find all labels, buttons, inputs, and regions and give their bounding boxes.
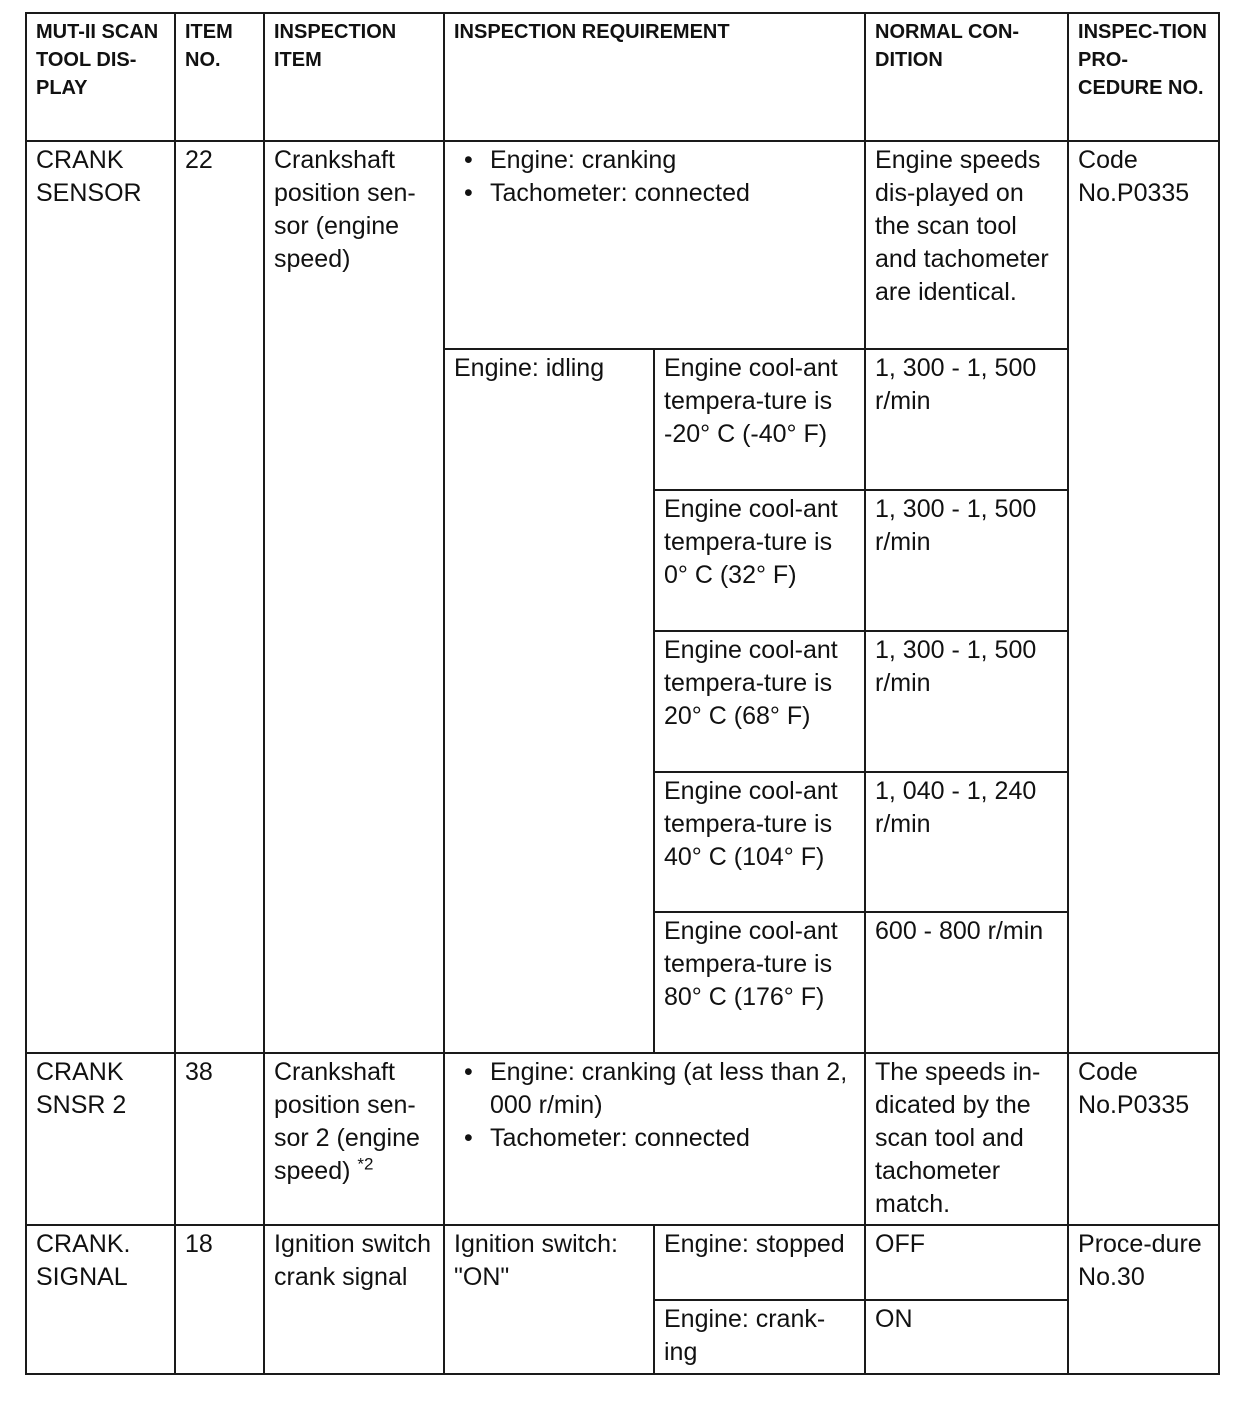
header-requirement: INSPECTION REQUIREMENT	[444, 13, 865, 141]
engine-state-cell: Engine: crank-ing	[654, 1300, 865, 1374]
display-cell: CRANK SENSOR	[26, 141, 175, 1053]
coolant-temp-cell: Engine cool-ant tempera-ture is 80° C (176° F)	[654, 912, 865, 1053]
header-normal-condition: NORMAL CON-DITION	[865, 13, 1068, 141]
engine-state-cell: Engine: stopped	[654, 1225, 865, 1300]
procedure-cell: Proce-dure No.30	[1068, 1225, 1219, 1374]
requirement-bullet: • Engine: cranking (at less than 2, 000 r/min)	[464, 1056, 856, 1122]
header-inspection-item: INSPECTION ITEM	[264, 13, 444, 141]
header-row	[26, 13, 1219, 141]
header-procedure-no: INSPEC-TION PRO-CEDURE NO.	[1068, 13, 1219, 141]
table-row	[26, 141, 1219, 349]
requirement-bullet: • Tachometer: connected	[464, 177, 856, 210]
requirement-cell	[444, 1053, 865, 1225]
requirement-bullet: • Tachometer: connected	[464, 1122, 856, 1155]
item-no-cell: 18	[175, 1225, 264, 1374]
table-row	[26, 1053, 1219, 1225]
rpm-cell: 1, 300 - 1, 500 r/min	[865, 349, 1068, 490]
item-no-cell: 22	[175, 141, 264, 1053]
inspection-table	[25, 12, 1220, 1375]
normal-condition-cell: ON	[865, 1300, 1068, 1374]
rpm-cell: 1, 040 - 1, 240 r/min	[865, 772, 1068, 912]
coolant-temp-cell: Engine cool-ant tempera-ture is -20° C (-40° F)	[654, 349, 865, 490]
procedure-cell: Code No.P0335	[1068, 1053, 1219, 1225]
coolant-temp-cell: Engine cool-ant tempera-ture is 0° C (32° F)	[654, 490, 865, 631]
footnote-mark: *2	[357, 1154, 374, 1174]
ignition-condition-cell: Ignition switch: "ON"	[444, 1225, 654, 1374]
requirement-cell	[444, 141, 865, 349]
coolant-temp-cell: Engine cool-ant tempera-ture is 20° C (68° F)	[654, 631, 865, 772]
coolant-temp-cell: Engine cool-ant tempera-ture is 40° C (104° F)	[654, 772, 865, 912]
normal-condition-cell: OFF	[865, 1225, 1068, 1300]
table-row	[26, 1225, 1219, 1300]
normal-condition-cell: Engine speeds dis-played on the scan tool and tachometer are identical.	[865, 141, 1068, 349]
header-item-no: ITEM NO.	[175, 13, 264, 141]
inspection-item-text: Crankshaft position sen-sor 2 (engine speed)	[274, 1058, 420, 1185]
header-display: MUT-II SCAN TOOL DIS-PLAY	[26, 13, 175, 141]
inspection-item-cell	[264, 1053, 444, 1225]
rpm-cell: 1, 300 - 1, 500 r/min	[865, 631, 1068, 772]
item-no-cell: 38	[175, 1053, 264, 1225]
inspection-item-cell: Crankshaft position sen-sor (engine speed)	[264, 141, 444, 1053]
procedure-cell: Code No.P0335	[1068, 141, 1219, 1053]
normal-condition-cell: The speeds in-dicated by the scan tool and tachometer match.	[865, 1053, 1068, 1225]
display-cell: CRANK. SIGNAL	[26, 1225, 175, 1374]
idle-condition-cell: Engine: idling	[444, 349, 654, 1053]
inspection-item-cell: Ignition switch crank signal	[264, 1225, 444, 1374]
requirement-bullet: • Engine: cranking	[464, 144, 856, 177]
display-cell: CRANK SNSR 2	[26, 1053, 175, 1225]
rpm-cell: 1, 300 - 1, 500 r/min	[865, 490, 1068, 631]
rpm-cell: 600 - 800 r/min	[865, 912, 1068, 1053]
